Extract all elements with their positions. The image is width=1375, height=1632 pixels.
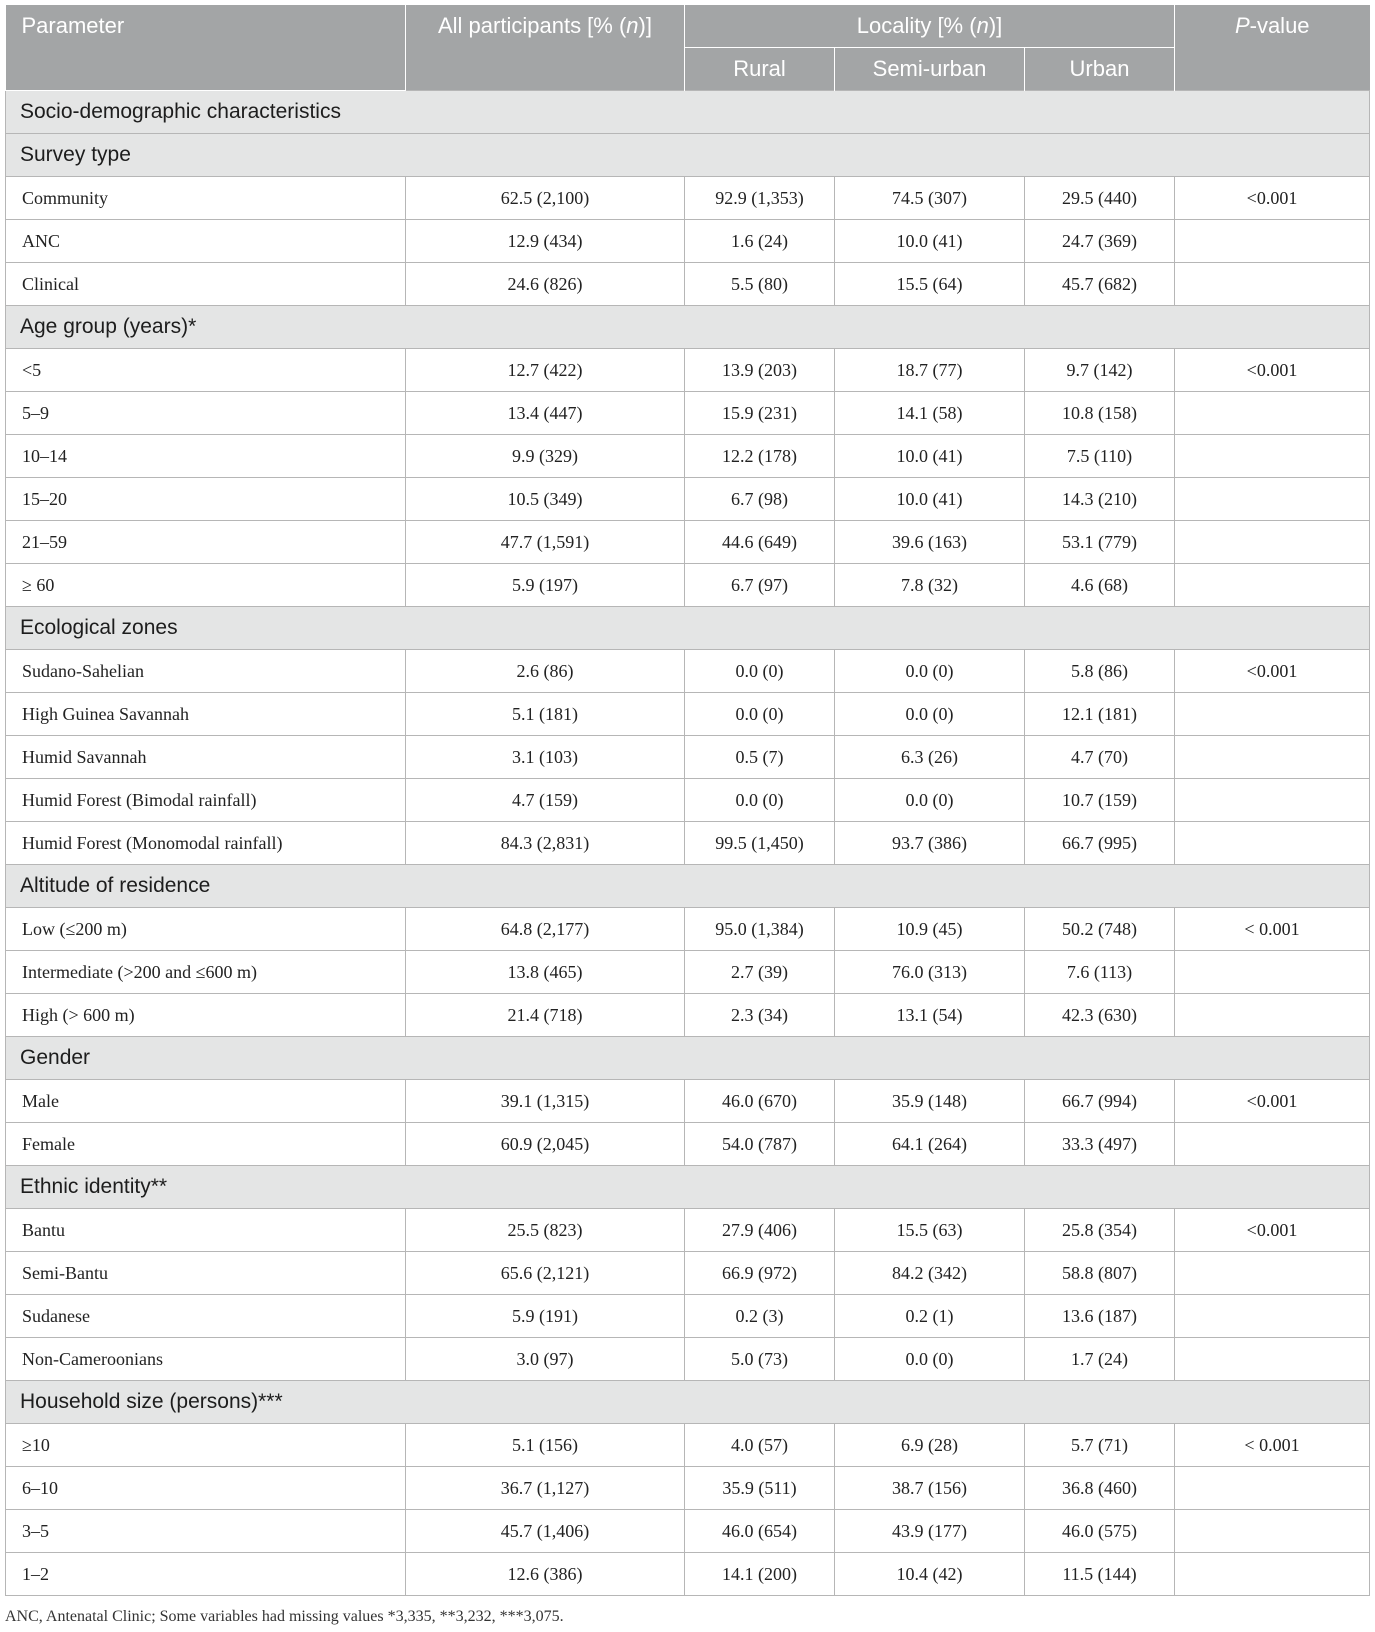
value-cell: 62.5 (2,100) <box>406 177 685 220</box>
table-row <box>6 1424 1370 1467</box>
value-cell: 66.9 (972) <box>685 1252 835 1295</box>
value-cell: 24.6 (826) <box>406 263 685 306</box>
value-cell: 6.9 (28) <box>835 1424 1025 1467</box>
row-label: Humid Savannah <box>6 736 406 779</box>
p-value-cell <box>1175 1510 1370 1553</box>
value-cell: 0.0 (0) <box>835 650 1025 693</box>
p-value-cell: <0.001 <box>1175 1080 1370 1123</box>
section-title: Ethnic identity** <box>6 1166 1370 1209</box>
table-row <box>6 693 1370 736</box>
header-semi-urban: Semi-urban <box>835 48 1025 91</box>
value-cell: 25.5 (823) <box>406 1209 685 1252</box>
value-cell: 84.2 (342) <box>835 1252 1025 1295</box>
value-cell: 0.0 (0) <box>835 779 1025 822</box>
p-value-cell: < 0.001 <box>1175 1424 1370 1467</box>
row-label: Humid Forest (Monomodal rainfall) <box>6 822 406 865</box>
value-cell: 74.5 (307) <box>835 177 1025 220</box>
value-cell: 2.6 (86) <box>406 650 685 693</box>
header-rural: Rural <box>685 48 835 91</box>
row-label: Low (≤200 m) <box>6 908 406 951</box>
value-cell: 39.1 (1,315) <box>406 1080 685 1123</box>
table-row <box>6 1467 1370 1510</box>
value-cell: 6.3 (26) <box>835 736 1025 779</box>
value-cell: 43.9 (177) <box>835 1510 1025 1553</box>
table-row <box>6 177 1370 220</box>
value-cell: 13.1 (54) <box>835 994 1025 1037</box>
row-label: Non-Cameroonians <box>6 1338 406 1381</box>
row-label: 6–10 <box>6 1467 406 1510</box>
value-cell: 18.7 (77) <box>835 349 1025 392</box>
value-cell: 4.6 (68) <box>1025 564 1175 607</box>
value-cell: 65.6 (2,121) <box>406 1252 685 1295</box>
value-cell: 0.2 (1) <box>835 1295 1025 1338</box>
section-title: Age group (years)* <box>6 306 1370 349</box>
section-title: Survey type <box>6 134 1370 177</box>
value-cell: 4.7 (159) <box>406 779 685 822</box>
table-row <box>6 1252 1370 1295</box>
value-cell: 6.7 (98) <box>685 478 835 521</box>
p-value-cell <box>1175 779 1370 822</box>
value-cell: 93.7 (386) <box>835 822 1025 865</box>
value-cell: 5.5 (80) <box>685 263 835 306</box>
value-cell: 5.1 (156) <box>406 1424 685 1467</box>
p-value-cell <box>1175 1123 1370 1166</box>
value-cell: 66.7 (995) <box>1025 822 1175 865</box>
table-row <box>6 435 1370 478</box>
p-value-cell: <0.001 <box>1175 349 1370 392</box>
value-cell: 76.0 (313) <box>835 951 1025 994</box>
value-cell: 5.9 (191) <box>406 1295 685 1338</box>
value-cell: 0.0 (0) <box>685 779 835 822</box>
value-cell: 15.9 (231) <box>685 392 835 435</box>
value-cell: 10.4 (42) <box>835 1553 1025 1596</box>
table-row <box>6 1080 1370 1123</box>
p-value-cell <box>1175 435 1370 478</box>
value-cell: 53.1 (779) <box>1025 521 1175 564</box>
value-cell: 1.7 (24) <box>1025 1338 1175 1381</box>
value-cell: 36.8 (460) <box>1025 1467 1175 1510</box>
table-header <box>6 5 1370 91</box>
row-label: Male <box>6 1080 406 1123</box>
value-cell: 50.2 (748) <box>1025 908 1175 951</box>
table-container <box>5 5 1369 1596</box>
section-row <box>6 1381 1370 1424</box>
header-locality: Locality [% (n)] <box>685 5 1175 48</box>
row-label: Sudanese <box>6 1295 406 1338</box>
table-row <box>6 650 1370 693</box>
table-row <box>6 392 1370 435</box>
row-label: 1–2 <box>6 1553 406 1596</box>
row-label: <5 <box>6 349 406 392</box>
p-value-cell <box>1175 263 1370 306</box>
value-cell: 0.2 (3) <box>685 1295 835 1338</box>
value-cell: 12.2 (178) <box>685 435 835 478</box>
value-cell: 10.7 (159) <box>1025 779 1175 822</box>
section-title: Gender <box>6 1037 1370 1080</box>
value-cell: 12.9 (434) <box>406 220 685 263</box>
row-label: Bantu <box>6 1209 406 1252</box>
value-cell: 5.1 (181) <box>406 693 685 736</box>
p-value-cell <box>1175 392 1370 435</box>
section-row <box>6 306 1370 349</box>
row-label: 21–59 <box>6 521 406 564</box>
value-cell: 84.3 (2,831) <box>406 822 685 865</box>
table-footnote: ANC, Antenatal Clinic; Some variables had missing values *3,335, **3,232, ***3,075. <box>5 1608 564 1625</box>
p-value-cell: <0.001 <box>1175 650 1370 693</box>
p-value-cell <box>1175 693 1370 736</box>
row-label: Clinical <box>6 263 406 306</box>
table-row <box>6 1209 1370 1252</box>
p-value-cell: <0.001 <box>1175 1209 1370 1252</box>
value-cell: 12.1 (181) <box>1025 693 1175 736</box>
data-table <box>5 5 1370 1596</box>
section-title: Household size (persons)*** <box>6 1381 1370 1424</box>
header-urban: Urban <box>1025 48 1175 91</box>
table-row <box>6 779 1370 822</box>
value-cell: 10.5 (349) <box>406 478 685 521</box>
value-cell: 14.3 (210) <box>1025 478 1175 521</box>
value-cell: 92.9 (1,353) <box>685 177 835 220</box>
section-title: Socio-demographic characteristics <box>6 91 1370 134</box>
value-cell: 54.0 (787) <box>685 1123 835 1166</box>
value-cell: 42.3 (630) <box>1025 994 1175 1037</box>
value-cell: 5.7 (71) <box>1025 1424 1175 1467</box>
value-cell: 25.8 (354) <box>1025 1209 1175 1252</box>
table-row <box>6 951 1370 994</box>
value-cell: 0.0 (0) <box>685 693 835 736</box>
row-label: 5–9 <box>6 392 406 435</box>
p-value-cell <box>1175 951 1370 994</box>
row-label: Semi-Bantu <box>6 1252 406 1295</box>
value-cell: 2.7 (39) <box>685 951 835 994</box>
table-row <box>6 1510 1370 1553</box>
table-row <box>6 263 1370 306</box>
value-cell: 36.7 (1,127) <box>406 1467 685 1510</box>
p-value-cell <box>1175 822 1370 865</box>
value-cell: 10.0 (41) <box>835 478 1025 521</box>
value-cell: 10.0 (41) <box>835 435 1025 478</box>
value-cell: 39.6 (163) <box>835 521 1025 564</box>
table-row <box>6 220 1370 263</box>
value-cell: 46.0 (654) <box>685 1510 835 1553</box>
p-value-cell <box>1175 1338 1370 1381</box>
p-value-cell <box>1175 736 1370 779</box>
value-cell: 60.9 (2,045) <box>406 1123 685 1166</box>
section-row <box>6 1166 1370 1209</box>
value-cell: 45.7 (1,406) <box>406 1510 685 1553</box>
table-row <box>6 564 1370 607</box>
p-value-cell: < 0.001 <box>1175 908 1370 951</box>
value-cell: 15.5 (64) <box>835 263 1025 306</box>
value-cell: 64.8 (2,177) <box>406 908 685 951</box>
value-cell: 9.9 (329) <box>406 435 685 478</box>
value-cell: 3.0 (97) <box>406 1338 685 1381</box>
table-row <box>6 736 1370 779</box>
table-row <box>6 521 1370 564</box>
value-cell: 38.7 (156) <box>835 1467 1025 1510</box>
table-body <box>6 91 1370 1596</box>
header-parameter: Parameter <box>6 5 406 91</box>
row-label: Humid Forest (Bimodal rainfall) <box>6 779 406 822</box>
value-cell: 44.6 (649) <box>685 521 835 564</box>
row-label: Female <box>6 1123 406 1166</box>
value-cell: 46.0 (670) <box>685 1080 835 1123</box>
value-cell: 4.0 (57) <box>685 1424 835 1467</box>
p-value-cell: <0.001 <box>1175 177 1370 220</box>
row-label: Sudano-Sahelian <box>6 650 406 693</box>
value-cell: 7.8 (32) <box>835 564 1025 607</box>
header-p-value: P-value <box>1175 5 1370 48</box>
value-cell: 10.8 (158) <box>1025 392 1175 435</box>
row-label: High Guinea Savannah <box>6 693 406 736</box>
p-value-cell <box>1175 1553 1370 1596</box>
section-title: Altitude of residence <box>6 865 1370 908</box>
p-value-cell <box>1175 1467 1370 1510</box>
row-label: 15–20 <box>6 478 406 521</box>
value-cell: 0.5 (7) <box>685 736 835 779</box>
value-cell: 33.3 (497) <box>1025 1123 1175 1166</box>
value-cell: 47.7 (1,591) <box>406 521 685 564</box>
header-pvalue-empty <box>1175 48 1370 91</box>
value-cell: 0.0 (0) <box>835 693 1025 736</box>
value-cell: 35.9 (511) <box>685 1467 835 1510</box>
section-row <box>6 607 1370 650</box>
value-cell: 14.1 (200) <box>685 1553 835 1596</box>
value-cell: 95.0 (1,384) <box>685 908 835 951</box>
table-row <box>6 1123 1370 1166</box>
value-cell: 45.7 (682) <box>1025 263 1175 306</box>
section-row <box>6 1037 1370 1080</box>
value-cell: 0.0 (0) <box>835 1338 1025 1381</box>
value-cell: 11.5 (144) <box>1025 1553 1175 1596</box>
value-cell: 5.8 (86) <box>1025 650 1175 693</box>
value-cell: 10.0 (41) <box>835 220 1025 263</box>
value-cell: 21.4 (718) <box>406 994 685 1037</box>
value-cell: 66.7 (994) <box>1025 1080 1175 1123</box>
value-cell: 29.5 (440) <box>1025 177 1175 220</box>
section-title: Ecological zones <box>6 607 1370 650</box>
value-cell: 35.9 (148) <box>835 1080 1025 1123</box>
value-cell: 58.8 (807) <box>1025 1252 1175 1295</box>
value-cell: 13.4 (447) <box>406 392 685 435</box>
section-row <box>6 91 1370 134</box>
p-value-cell <box>1175 564 1370 607</box>
table-row <box>6 1553 1370 1596</box>
value-cell: 12.6 (386) <box>406 1553 685 1596</box>
value-cell: 14.1 (58) <box>835 392 1025 435</box>
section-row <box>6 865 1370 908</box>
table-row <box>6 1338 1370 1381</box>
value-cell: 1.6 (24) <box>685 220 835 263</box>
table-row <box>6 908 1370 951</box>
value-cell: 12.7 (422) <box>406 349 685 392</box>
table-row <box>6 478 1370 521</box>
table-row <box>6 349 1370 392</box>
value-cell: 46.0 (575) <box>1025 1510 1175 1553</box>
p-value-cell <box>1175 1295 1370 1338</box>
table-row <box>6 1295 1370 1338</box>
p-value-cell <box>1175 1252 1370 1295</box>
value-cell: 27.9 (406) <box>685 1209 835 1252</box>
value-cell: 5.0 (73) <box>685 1338 835 1381</box>
row-label: Community <box>6 177 406 220</box>
value-cell: 4.7 (70) <box>1025 736 1175 779</box>
value-cell: 5.9 (197) <box>406 564 685 607</box>
p-value-cell <box>1175 994 1370 1037</box>
p-value-cell <box>1175 521 1370 564</box>
row-label: ANC <box>6 220 406 263</box>
value-cell: 7.5 (110) <box>1025 435 1175 478</box>
table-row <box>6 822 1370 865</box>
header-all-participants: All participants [% (n)] <box>406 5 685 48</box>
row-label: ≥ 60 <box>6 564 406 607</box>
value-cell: 6.7 (97) <box>685 564 835 607</box>
value-cell: 13.8 (465) <box>406 951 685 994</box>
value-cell: 13.9 (203) <box>685 349 835 392</box>
row-label: ≥10 <box>6 1424 406 1467</box>
value-cell: 7.6 (113) <box>1025 951 1175 994</box>
value-cell: 24.7 (369) <box>1025 220 1175 263</box>
value-cell: 10.9 (45) <box>835 908 1025 951</box>
value-cell: 64.1 (264) <box>835 1123 1025 1166</box>
value-cell: 13.6 (187) <box>1025 1295 1175 1338</box>
value-cell: 3.1 (103) <box>406 736 685 779</box>
header-all-empty <box>406 48 685 91</box>
value-cell: 2.3 (34) <box>685 994 835 1037</box>
value-cell: 9.7 (142) <box>1025 349 1175 392</box>
row-label: 3–5 <box>6 1510 406 1553</box>
row-label: Intermediate (>200 and ≤600 m) <box>6 951 406 994</box>
p-value-cell <box>1175 478 1370 521</box>
table-row <box>6 994 1370 1037</box>
p-value-cell <box>1175 220 1370 263</box>
row-label: High (> 600 m) <box>6 994 406 1037</box>
row-label: 10–14 <box>6 435 406 478</box>
section-row <box>6 134 1370 177</box>
value-cell: 99.5 (1,450) <box>685 822 835 865</box>
value-cell: 15.5 (63) <box>835 1209 1025 1252</box>
value-cell: 0.0 (0) <box>685 650 835 693</box>
